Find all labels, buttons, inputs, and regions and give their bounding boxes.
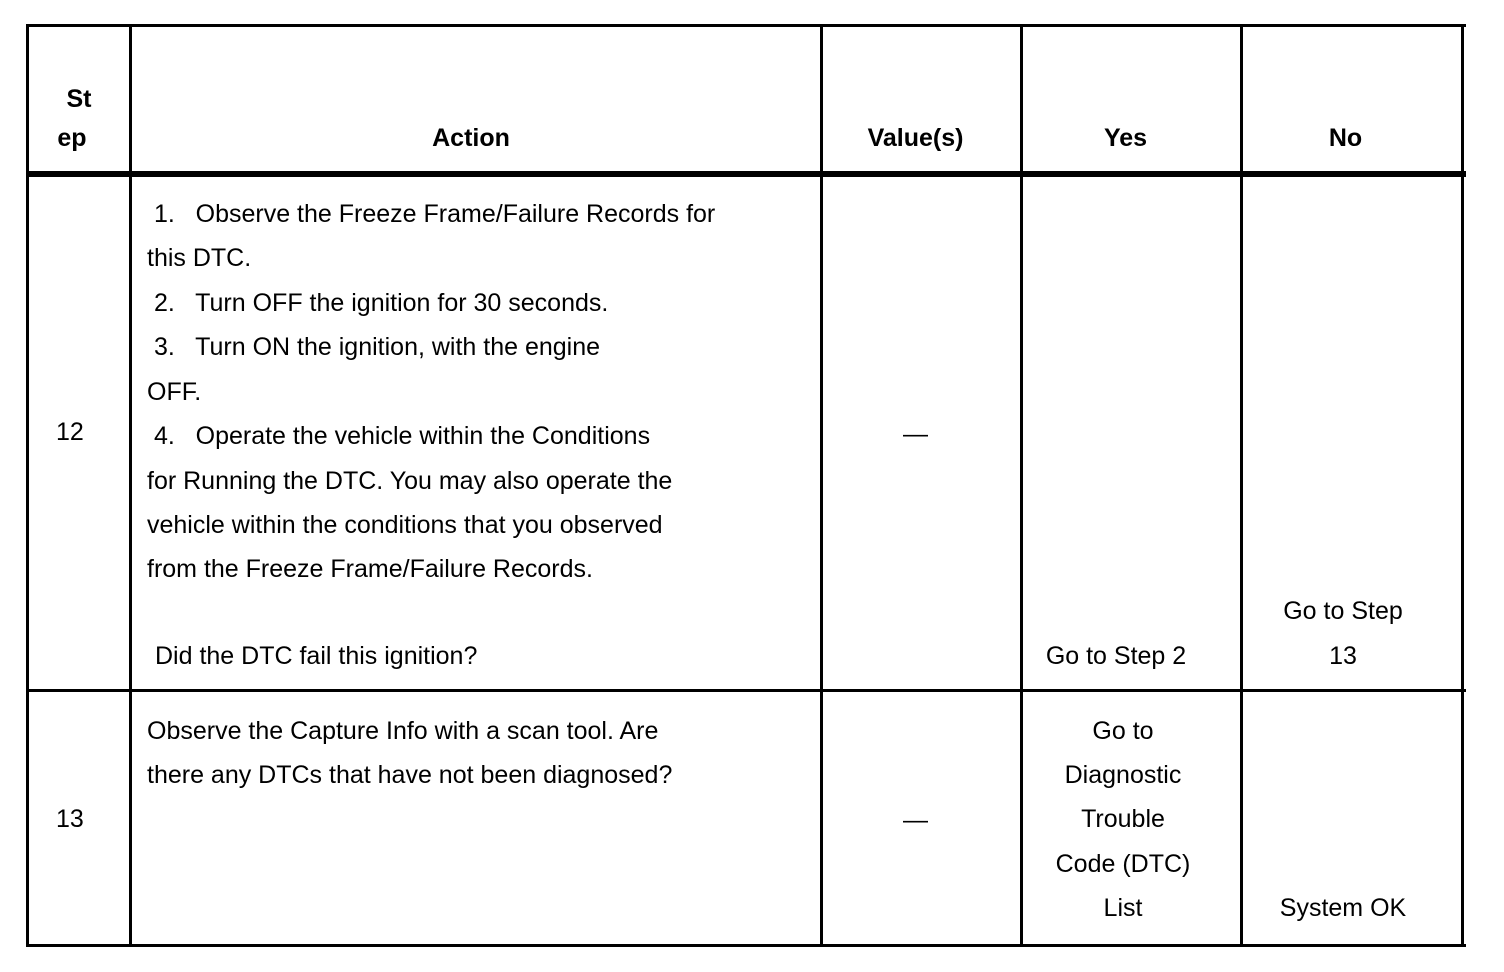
action-question: Did the DTC fail this ignition? (155, 642, 478, 670)
action-line: 1. Observe the Freeze Frame/Failure Records for (147, 200, 716, 228)
action-line: this DTC. (147, 244, 252, 272)
action-line: OFF. (147, 378, 202, 406)
action-line: 2. Turn OFF the ignition for 30 seconds. (147, 289, 609, 317)
table-border-right (1461, 24, 1464, 947)
table-border-left (26, 24, 29, 947)
action-line: there any DTCs that have not been diagnosed? (147, 761, 673, 789)
no-cell-line: Go to Step (1283, 597, 1403, 625)
header-no: No (1328, 124, 1363, 152)
header-divider (26, 171, 1466, 177)
yes-cell-line: Code (DTC) (1055, 850, 1191, 878)
value-cell: — (903, 420, 928, 448)
step-number: 13 (56, 805, 84, 833)
header-action: Action (432, 124, 510, 152)
header-values: Value(s) (867, 124, 964, 152)
header-yes: Yes (1103, 124, 1148, 152)
yes-cell-line: List (1103, 894, 1143, 922)
yes-cell-line: Trouble (1081, 805, 1165, 833)
table-border-bottom (26, 944, 1466, 947)
row-divider (26, 689, 1466, 692)
yes-cell-line: Diagnostic (1064, 761, 1182, 789)
header-step-line-1: St (66, 85, 92, 113)
column-divider-yes (1240, 24, 1243, 947)
no-cell-line: 13 (1329, 642, 1357, 670)
value-cell: — (903, 806, 928, 834)
yes-cell-line: Go to Step 2 (1045, 642, 1187, 670)
step-number: 12 (56, 418, 84, 446)
header-step-line-2: ep (57, 124, 87, 152)
action-line: for Running the DTC. You may also operate the (147, 467, 673, 495)
table-border-top (26, 24, 1466, 27)
no-cell-line: System OK (1279, 894, 1407, 922)
action-line: Observe the Capture Info with a scan tool. Are (147, 717, 659, 745)
action-line: 3. Turn ON the ignition, with the engine (147, 333, 601, 361)
action-line: vehicle within the conditions that you observed (147, 511, 663, 539)
yes-cell-line: Go to (1092, 717, 1154, 745)
action-line: from the Freeze Frame/Failure Records. (147, 555, 593, 583)
action-line: 4. Operate the vehicle within the Conditions (147, 422, 651, 450)
column-divider-step (129, 24, 132, 947)
